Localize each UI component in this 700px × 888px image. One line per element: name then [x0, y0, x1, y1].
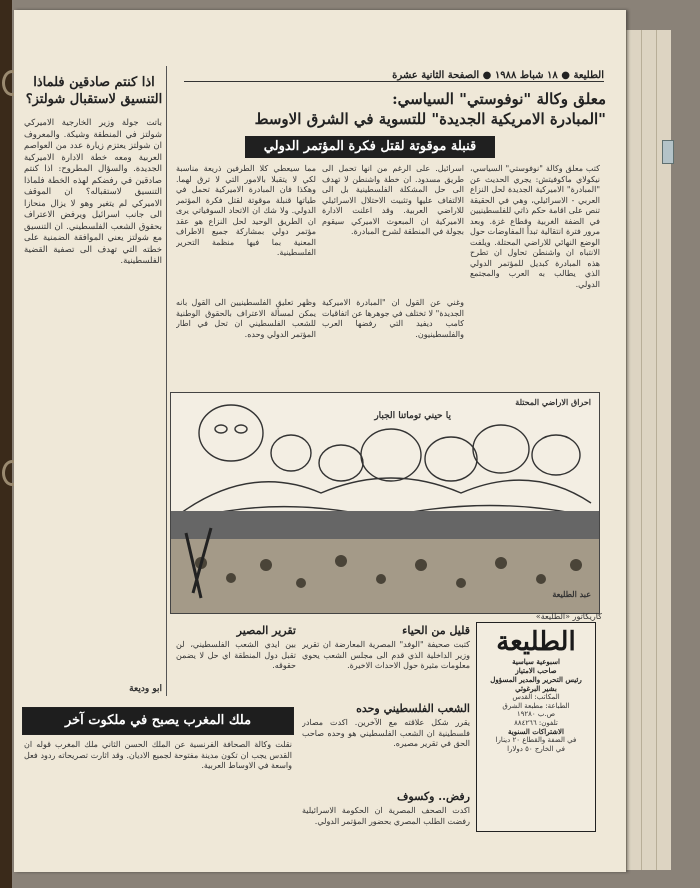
lead-column-left-lower: وظهر تعليق الفلسطينيين الى القول بانه يمكن لمسألة الاعتراف بالحقوق الوطنية للشعب الفلسطيني ان تحل في اطار المؤتمر الدولي وحده. — [176, 298, 316, 339]
header-publication: الطليعة — [573, 70, 604, 81]
masthead-box — [476, 622, 596, 832]
box-title: ملك المغرب يصبح في ملكوت آخر — [23, 708, 293, 734]
masthead-title: الطليعة — [496, 627, 576, 657]
snippet-text: يقرر شكل علاقته مع الآخرين. اكدت مصادر فلسطينية ان الشعب الفلسطيني هو وحده صاحب الحق في تقرير مصيره. — [302, 718, 470, 748]
lead-headline-line2: "المبادرة الامريكية الجديدة" للتسوية في الشرق الاوسط — [254, 110, 606, 128]
cartoon-label: عبد الطليعة — [552, 589, 591, 599]
header-date: ١٨ شباط ١٩٨٨ — [494, 70, 558, 81]
header-page: الصفحة الثانية عشرة — [392, 70, 480, 81]
snippet-title: قليل من الحياء — [402, 624, 470, 637]
left-column-signature: ابو وديعة — [129, 684, 162, 694]
cartoon-drawing — [171, 393, 599, 613]
cartoon-illustration — [170, 392, 600, 614]
cartoon-caption: كاريكاتور «الطليعة» — [535, 612, 602, 621]
column-divider — [166, 66, 167, 696]
cartoon-label: احراق الاراضي المحتلة — [515, 397, 591, 407]
masthead-line: ص.ب ١٩٢٨٠ — [516, 710, 556, 718]
lead-column-middle-lower: وغني عن القول ان "المبادرة الاميركية الجديدة" لا تختلف في جوهرها عن اتفاقيات كامب ديفيد التي رفضها العرب والفلسطينيون. — [322, 298, 464, 339]
page-edge — [626, 30, 641, 870]
lead-column-middle: اسرائيل. على الرغم من انها تحمل الى طريق مسدود. ان خطة واشنطن لا تهدف الى حل المشكلة الفلسطينية بل الى الالتفاف عليها وتثبيت الاحتلال الاسرائيلي للاراضي العربية. وقد اعلنت الادارة الاميركية ان المبعوث الاميركي سيقوم بجولة في المنطقة لشرح المبادرة. — [322, 164, 464, 236]
binding-strip — [0, 0, 12, 888]
masthead-line: في الضفة والقطاع ٢٠ دينارا — [495, 736, 577, 744]
lead-headline-line1: معلق وكالة "نوفوستي" السياسي: — [392, 90, 606, 108]
masthead-owner-name: رئيس التحرير والمدير المسؤول — [490, 675, 582, 684]
masthead-subtitle: اسبوعية سياسية — [512, 657, 560, 666]
page-header: الطليعة ● ١٨ شباط ١٩٨٨ ● الصفحة الثانية عشرة — [184, 70, 604, 82]
snippet-title: الشعب الفلسطيني وحده — [356, 702, 470, 715]
binder-clip — [662, 140, 674, 164]
masthead-editor: بشير البرغوثي — [515, 684, 557, 693]
masthead-line: الطباعة: مطبعة الشرق — [502, 701, 570, 710]
snippet-text: اكدت الصحف المصرية ان الحكومة الاسرائيلية رفضت الطلب المصري بحضور المؤتمر الدولي. — [302, 806, 470, 826]
morocco-king-box — [22, 707, 294, 735]
masthead-line: المكاتب: القدس — [512, 693, 560, 701]
lead-column-left: مما سيعطي كلا الطرفين ذريعة مناسبة لكي لا يتقبلا بالامور التي لا ترق لهما. وهكذا فان المبادرة الاميركية تحمل في طياتها قنبلة موقوتة لقتل فكرة المؤتمر الدولي. ولا شك ان الاتحاد السوفياتي يرى ان الطريق الوحيد لحل النزاع هو عقد مؤتمر دولي بمشاركة جميع الاطراف المعنية بما فيها منظمة التحرير الفلسطينية. — [176, 164, 316, 257]
box-text: نقلت وكالة الصحافة الفرنسية عن الملك الحسن الثاني ملك المغرب قوله ان القدس يجب ان تكون مدينة مفتوحة لجميع الاديان. وقد اثارت تصريحاته ردود فعل واسعة في الاوساط العربية. — [24, 740, 292, 770]
lead-banner: قنبلة موقوتة لقتل فكرة المؤتمر الدولي — [245, 136, 495, 158]
left-column-text: باتت جولة وزير الخارجية الاميركي شولتز في المنطقة وشيكة. والمعروف ان شولتز يعتزم زيارة عدد من العواصم العربية ومعه خطة الادارة الاميركية الجديدة. والسؤال المطروح: اذا كنتم صادقين في رفضكم لهذه الخطة فلماذا التنسيق لاستقباله؟ ان الموقف الاميركي لم يتغير وهو لا يزال منحازا الى جانب اسرائيل ويرفض الاعتراف بحقوق الشعب الفلسطيني. ان التنسيق مع شولتز يعني الموافقة الضمنية على خطته التي تهدف الى تصفية القضية الفلسطينية. — [24, 118, 162, 266]
masthead-line: تلفون: ٨٨٤٢٦٦ — [514, 718, 558, 727]
masthead-owner-label: صاحب الامتياز — [515, 666, 557, 675]
left-column-headline: اذا كنتم صادقين فلماذا التنسيق لاستقبال شولتز؟ — [25, 75, 163, 107]
snippet-text: بين ايدي الشعب الفلسطيني، لن تقبل دول المنطقة اي حل لا يضمن حقوقه. — [176, 640, 296, 670]
page-edge — [641, 30, 656, 870]
snippet-title: رفض.. وكسوف — [397, 790, 470, 803]
lead-column-right: كتب معلق وكالة "نوفوستي" السياسي، نيكولاي ماكوفيتش: يجري الحديث عن "المبادرة" الاميركية الجديدة لحل النزاع العربي - الاسرائيلي، وهي في الحقيقة تنص على اقامة حكم ذاتي للفلسطينيين في الضفة الغربية وقطاع غزة. وبعد مرور فترة انتقالية تبدأ المفاوضات حول الوضع النهائي للاراضي المحتلة. ويلفت الانتباه ان واشنطن تحاول ان تطرح هذه المبادرة كبديل للمؤتمر الدولي الذي يطالب به العرب والمجتمع الدولي. — [470, 164, 600, 289]
masthead-line: في الخارج ٥٠ دولارا — [507, 744, 565, 753]
snippet-text: كتبت صحيفة "الوفد" المصرية المعارضة ان تقرير وزير الداخلية الذي قدم الى مجلس الشعب يحوي معلومات مثيرة حول الاحداث الاخيرة. — [302, 640, 470, 670]
masthead-line: الاشتراكات السنوية — [508, 727, 564, 736]
cartoon-label: يا حيني توماتنا الجبار — [374, 411, 451, 421]
snippet-title: تقرير المصير — [236, 624, 296, 637]
